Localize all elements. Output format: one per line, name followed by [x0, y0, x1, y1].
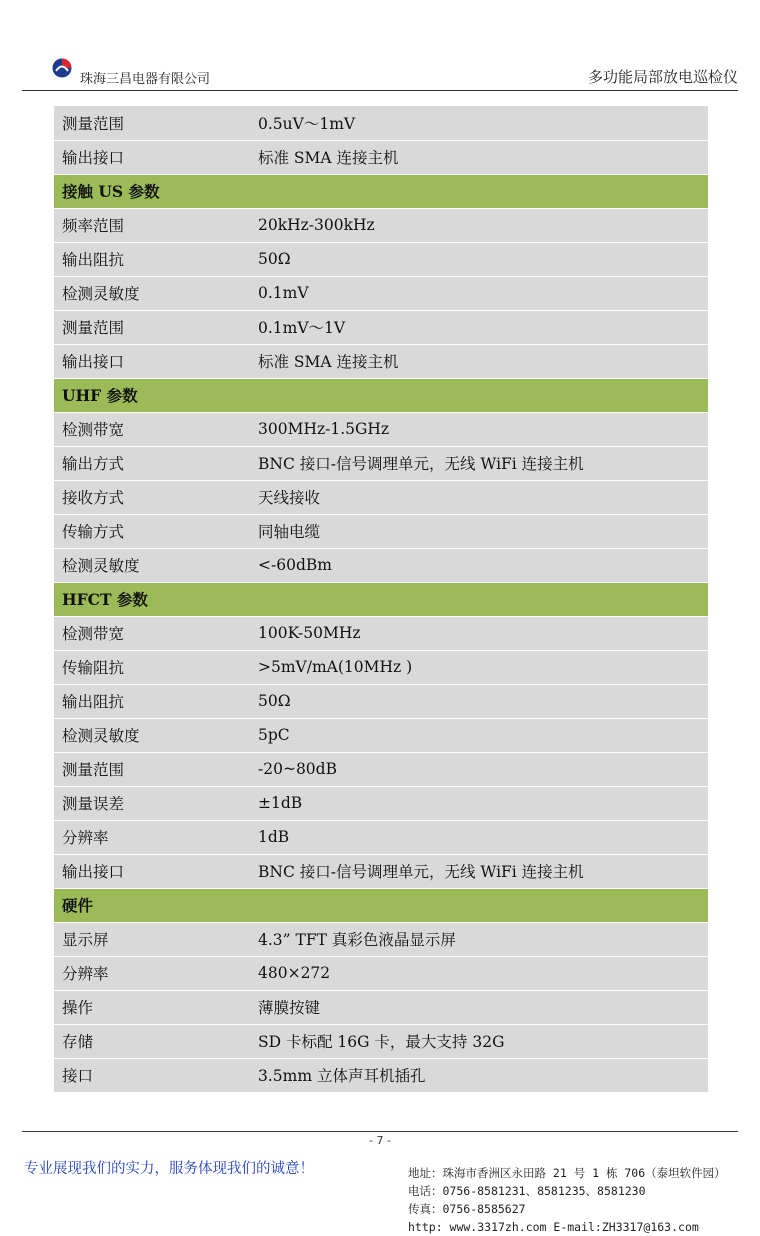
spec-label: 输出接口: [54, 344, 250, 378]
spec-row: [54, 310, 708, 344]
company-name: 珠海三昌电器有限公司: [80, 72, 211, 87]
section-title: 硬件: [54, 888, 708, 922]
spec-row: [54, 616, 708, 650]
spec-value: <-60dBm: [250, 548, 708, 582]
spec-value: -20~80dB: [250, 752, 708, 786]
spec-label: 频率范围: [54, 208, 250, 242]
section-header-row: [54, 174, 708, 208]
spec-row: [54, 990, 708, 1024]
spec-label: 分辨率: [54, 820, 250, 854]
spec-row: [54, 650, 708, 684]
spec-label: 测量范围: [54, 106, 250, 140]
spec-row: [54, 820, 708, 854]
spec-label: 输出阻抗: [54, 684, 250, 718]
section-title: HFCT 参数: [54, 582, 708, 616]
spec-value: 100K-50MHz: [250, 616, 708, 650]
spec-label: 输出方式: [54, 446, 250, 480]
spec-row: [54, 514, 708, 548]
section-header-row: [54, 582, 708, 616]
spec-label: 输出阻抗: [54, 242, 250, 276]
spec-label: 测量范围: [54, 752, 250, 786]
spec-label: 接收方式: [54, 480, 250, 514]
section-title: UHF 参数: [54, 378, 708, 412]
spec-label: 检测灵敏度: [54, 718, 250, 752]
spec-label: 检测带宽: [54, 616, 250, 650]
spec-value: 20kHz-300kHz: [250, 208, 708, 242]
spec-row: [54, 922, 708, 956]
spec-label: 检测带宽: [54, 412, 250, 446]
spec-value: SD 卡标配 16G 卡，最大支持 32G: [250, 1024, 708, 1058]
spec-value: 300MHz-1.5GHz: [250, 412, 708, 446]
spec-label: 检测灵敏度: [54, 548, 250, 582]
spec-row: [54, 344, 708, 378]
spec-value: 标准 SMA 连接主机: [250, 344, 708, 378]
spec-label: 传输阻抗: [54, 650, 250, 684]
spec-row: [54, 718, 708, 752]
spec-row: [54, 276, 708, 310]
spec-label: 测量范围: [54, 310, 250, 344]
spec-value: BNC 接口-信号调理单元，无线 WiFi 连接主机: [250, 446, 708, 480]
contact-web-email: http: www.3317zh.com E-mail:ZH3317@163.com: [408, 1220, 699, 1234]
section-header-row: [54, 888, 708, 922]
spec-value: 480×272: [250, 956, 708, 990]
spec-label: 分辨率: [54, 956, 250, 990]
spec-row: [54, 684, 708, 718]
spec-label: 显示屏: [54, 922, 250, 956]
spec-value: 0.5uV～1mV: [250, 106, 708, 140]
contact-address: 地址：珠海市香洲区永田路 21 号 1 栋 706（泰坦软件园）: [408, 1166, 726, 1180]
spec-value: 4.3” TFT 真彩色液晶显示屏: [250, 922, 708, 956]
spec-row: [54, 242, 708, 276]
spec-value: 天线接收: [250, 480, 708, 514]
contact-phone: 电话：0756-8581231、8581235、8581230: [408, 1184, 646, 1198]
document-title: 多功能局部放电巡检仪: [587, 68, 738, 86]
spec-label: 检测灵敏度: [54, 276, 250, 310]
spec-label: 存储: [54, 1024, 250, 1058]
section-title: 接触 US 参数: [54, 174, 708, 208]
spec-value: 薄膜按键: [250, 990, 708, 1024]
spec-row: [54, 1024, 708, 1058]
spec-row: [54, 480, 708, 514]
spec-value: ±1dB: [250, 786, 708, 820]
spec-row: [54, 752, 708, 786]
spec-value: 3.5mm 立体声耳机插孔: [250, 1058, 708, 1092]
company-logo-icon: [52, 58, 72, 78]
spec-value: >5mV/mA(10MHz ): [250, 650, 708, 684]
spec-label: 传输方式: [54, 514, 250, 548]
spec-row: [54, 412, 708, 446]
spec-row: [54, 446, 708, 480]
spec-value: 1dB: [250, 820, 708, 854]
spec-row: [54, 140, 708, 174]
spec-row: [54, 956, 708, 990]
spec-label: 测量误差: [54, 786, 250, 820]
spec-row: [54, 548, 708, 582]
page-header: [22, 56, 738, 91]
contact-block: [408, 1164, 726, 1236]
page-number: - 7 -: [369, 1134, 391, 1147]
spec-value: 50Ω: [250, 684, 708, 718]
section-header-row: [54, 378, 708, 412]
spec-row: [54, 786, 708, 820]
spec-value: BNC 接口-信号调理单元，无线 WiFi 连接主机: [250, 854, 708, 888]
spec-row: [54, 1058, 708, 1092]
footer-slogan: 专业展现我们的实力，服务体现我们的诚意！: [24, 1161, 314, 1177]
spec-value: 50Ω: [250, 242, 708, 276]
spec-value: 0.1mV: [250, 276, 708, 310]
spec-row: [54, 208, 708, 242]
spec-label: 接口: [54, 1058, 250, 1092]
spec-table: [54, 106, 708, 1093]
footer-divider: [22, 1131, 738, 1132]
spec-value: 标准 SMA 连接主机: [250, 140, 708, 174]
spec-value: 0.1mV～1V: [250, 310, 708, 344]
contact-fax: 传真：0756-8585627: [408, 1202, 526, 1216]
spec-value: 5pC: [250, 718, 708, 752]
spec-label: 输出接口: [54, 140, 250, 174]
spec-value: 同轴电缆: [250, 514, 708, 548]
spec-row: [54, 854, 708, 888]
spec-label: 操作: [54, 990, 250, 1024]
spec-label: 输出接口: [54, 854, 250, 888]
spec-row: [54, 106, 708, 140]
